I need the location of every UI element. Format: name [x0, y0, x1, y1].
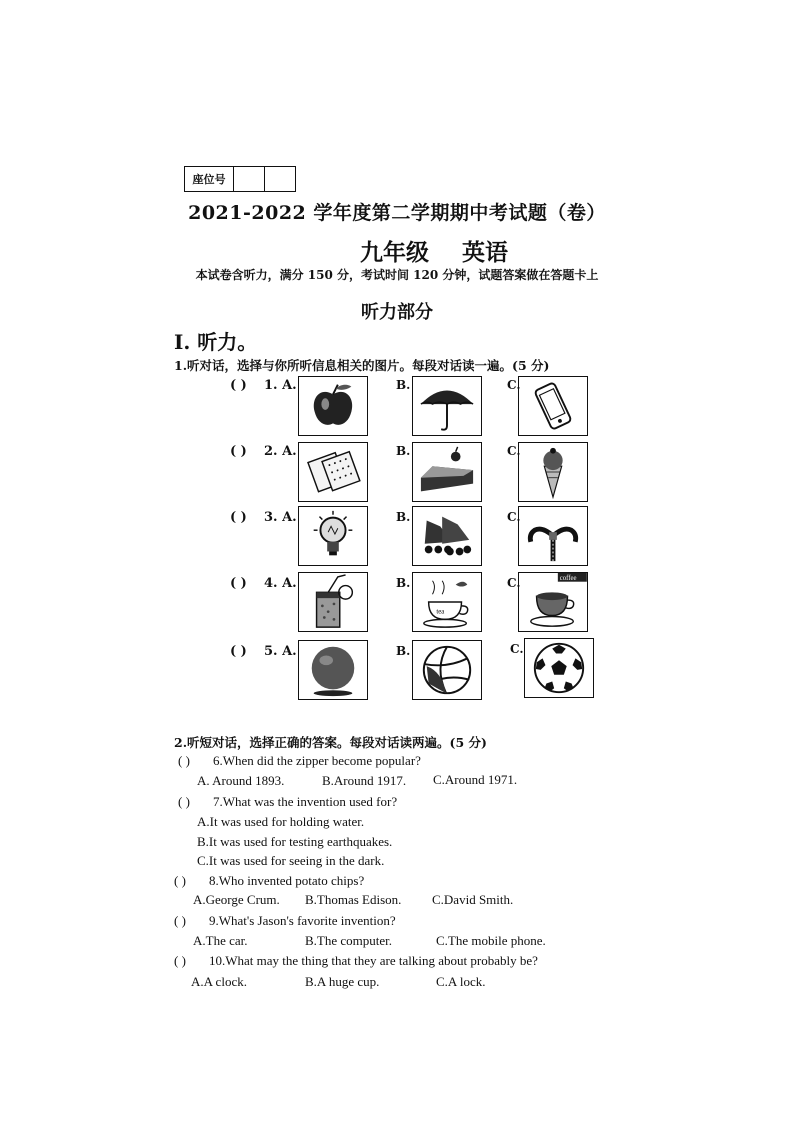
answer-blank[interactable]: ( ) [230, 576, 247, 591]
tea-cup-icon[interactable] [412, 572, 482, 632]
answer-blank[interactable]: ( ) [178, 794, 190, 809]
question-6-text: 6.When did the zipper become popular? [213, 753, 421, 768]
answer-blank[interactable]: ( ) [230, 444, 247, 459]
question-9-option-c[interactable]: C.The mobile phone. [436, 933, 546, 948]
answer-blank[interactable]: ( ) [230, 644, 247, 659]
apple-icon[interactable] [298, 376, 368, 436]
option-b-label: B. [396, 644, 411, 658]
section-heading: I. 听力。 [174, 330, 258, 354]
juice-glass-icon[interactable] [298, 572, 368, 632]
tea-text: tea [436, 608, 445, 616]
option-c-label: C. [507, 378, 521, 392]
question-6-option-a[interactable]: A. Around 1893. [197, 773, 285, 788]
exam-title: 2021-2022 学年度第二学期期中考试题（卷） [188, 202, 606, 224]
option-b-label: B. [396, 378, 411, 392]
option-c-label: C. [507, 510, 521, 524]
volleyball-icon[interactable] [412, 640, 482, 700]
seat-number-table [184, 166, 296, 192]
cake-icon[interactable] [412, 442, 482, 502]
coffee-cup-icon[interactable] [518, 572, 588, 632]
question-7-text: 7.What was the invention used for? [213, 794, 398, 809]
answer-blank[interactable]: ( ) [174, 913, 186, 928]
section1-instruction: 1.听对话，选择与你所听信息相关的图片。每段对话读一遍。(5 分) [174, 358, 550, 373]
question-number: 2. A. [264, 444, 297, 459]
soccer-ball-icon[interactable] [524, 638, 594, 698]
light-bulb-icon[interactable] [298, 506, 368, 566]
question-9-option-b[interactable]: B.The computer. [305, 933, 393, 948]
question-number: 4. A. [264, 576, 297, 591]
question-8-option-c[interactable]: C.David Smith. [432, 892, 514, 907]
question-6-option-b[interactable]: B.Around 1917. [322, 773, 407, 788]
option-c-label: C. [507, 444, 521, 458]
option-b-label: B. [396, 510, 411, 524]
question-8-option-a[interactable]: A.George Crum. [193, 892, 280, 907]
question-7-option-b[interactable]: B.It was used for testing earthquakes. [197, 834, 393, 849]
question-8-text: 8.Who invented potato chips? [209, 873, 365, 888]
answer-blank[interactable]: ( ) [174, 953, 186, 968]
question-number: 5. A. [264, 644, 297, 659]
roller-skates-icon[interactable] [412, 506, 482, 566]
answer-blank[interactable]: ( ) [230, 378, 247, 393]
question-8-option-b[interactable]: B.Thomas Edison. [305, 892, 402, 907]
coffee-label: coffee [559, 574, 577, 582]
answer-blank[interactable]: ( ) [230, 510, 247, 525]
question-6-option-c[interactable]: C.Around 1971. [433, 772, 518, 787]
option-c-label: C. [510, 642, 524, 656]
question-number: 3. A. [264, 510, 297, 525]
answer-blank[interactable]: ( ) [174, 873, 186, 888]
seat-number-cell [234, 167, 265, 192]
subject-label: 英语 [462, 239, 508, 266]
mobile-phone-icon[interactable] [518, 376, 588, 436]
question-10-option-c[interactable]: C.A lock. [436, 974, 486, 989]
question-7-option-c[interactable]: C.It was used for seeing in the dark. [197, 853, 385, 868]
answer-blank[interactable]: ( ) [178, 753, 190, 768]
ice-cream-icon[interactable] [518, 442, 588, 502]
question-9-text: 9.What's Jason's favorite invention? [209, 913, 396, 928]
seat-number-label: 座位号 [185, 167, 234, 192]
listening-part-title: 听力部分 [361, 302, 433, 323]
ball-icon[interactable] [298, 640, 368, 700]
question-10-option-b[interactable]: B.A huge cup. [305, 974, 380, 989]
seat-number-cell [265, 167, 296, 192]
option-b-label: B. [396, 444, 411, 458]
question-10-text: 10.What may the thing that they are talking about probably be? [209, 953, 538, 968]
zipper-icon[interactable] [518, 506, 588, 566]
question-number: 1. A. [264, 378, 297, 393]
grade-label: 九年级 [360, 239, 429, 266]
section2-instruction: 2.听短对话，选择正确的答案。每段对话读两遍。(5 分) [174, 735, 487, 750]
question-7-option-a[interactable]: A.It was used for holding water. [197, 814, 365, 829]
cracker-icon[interactable] [298, 442, 368, 502]
question-9-option-a[interactable]: A.The car. [193, 933, 248, 948]
question-10-option-a[interactable]: A.A clock. [191, 974, 247, 989]
umbrella-icon[interactable] [412, 376, 482, 436]
option-b-label: B. [396, 576, 411, 590]
exam-note: 本试卷含听力，满分 150 分，考试时间 120 分钟，试题答案做在答题卡上 [195, 268, 599, 282]
option-c-label: C. [507, 576, 521, 590]
